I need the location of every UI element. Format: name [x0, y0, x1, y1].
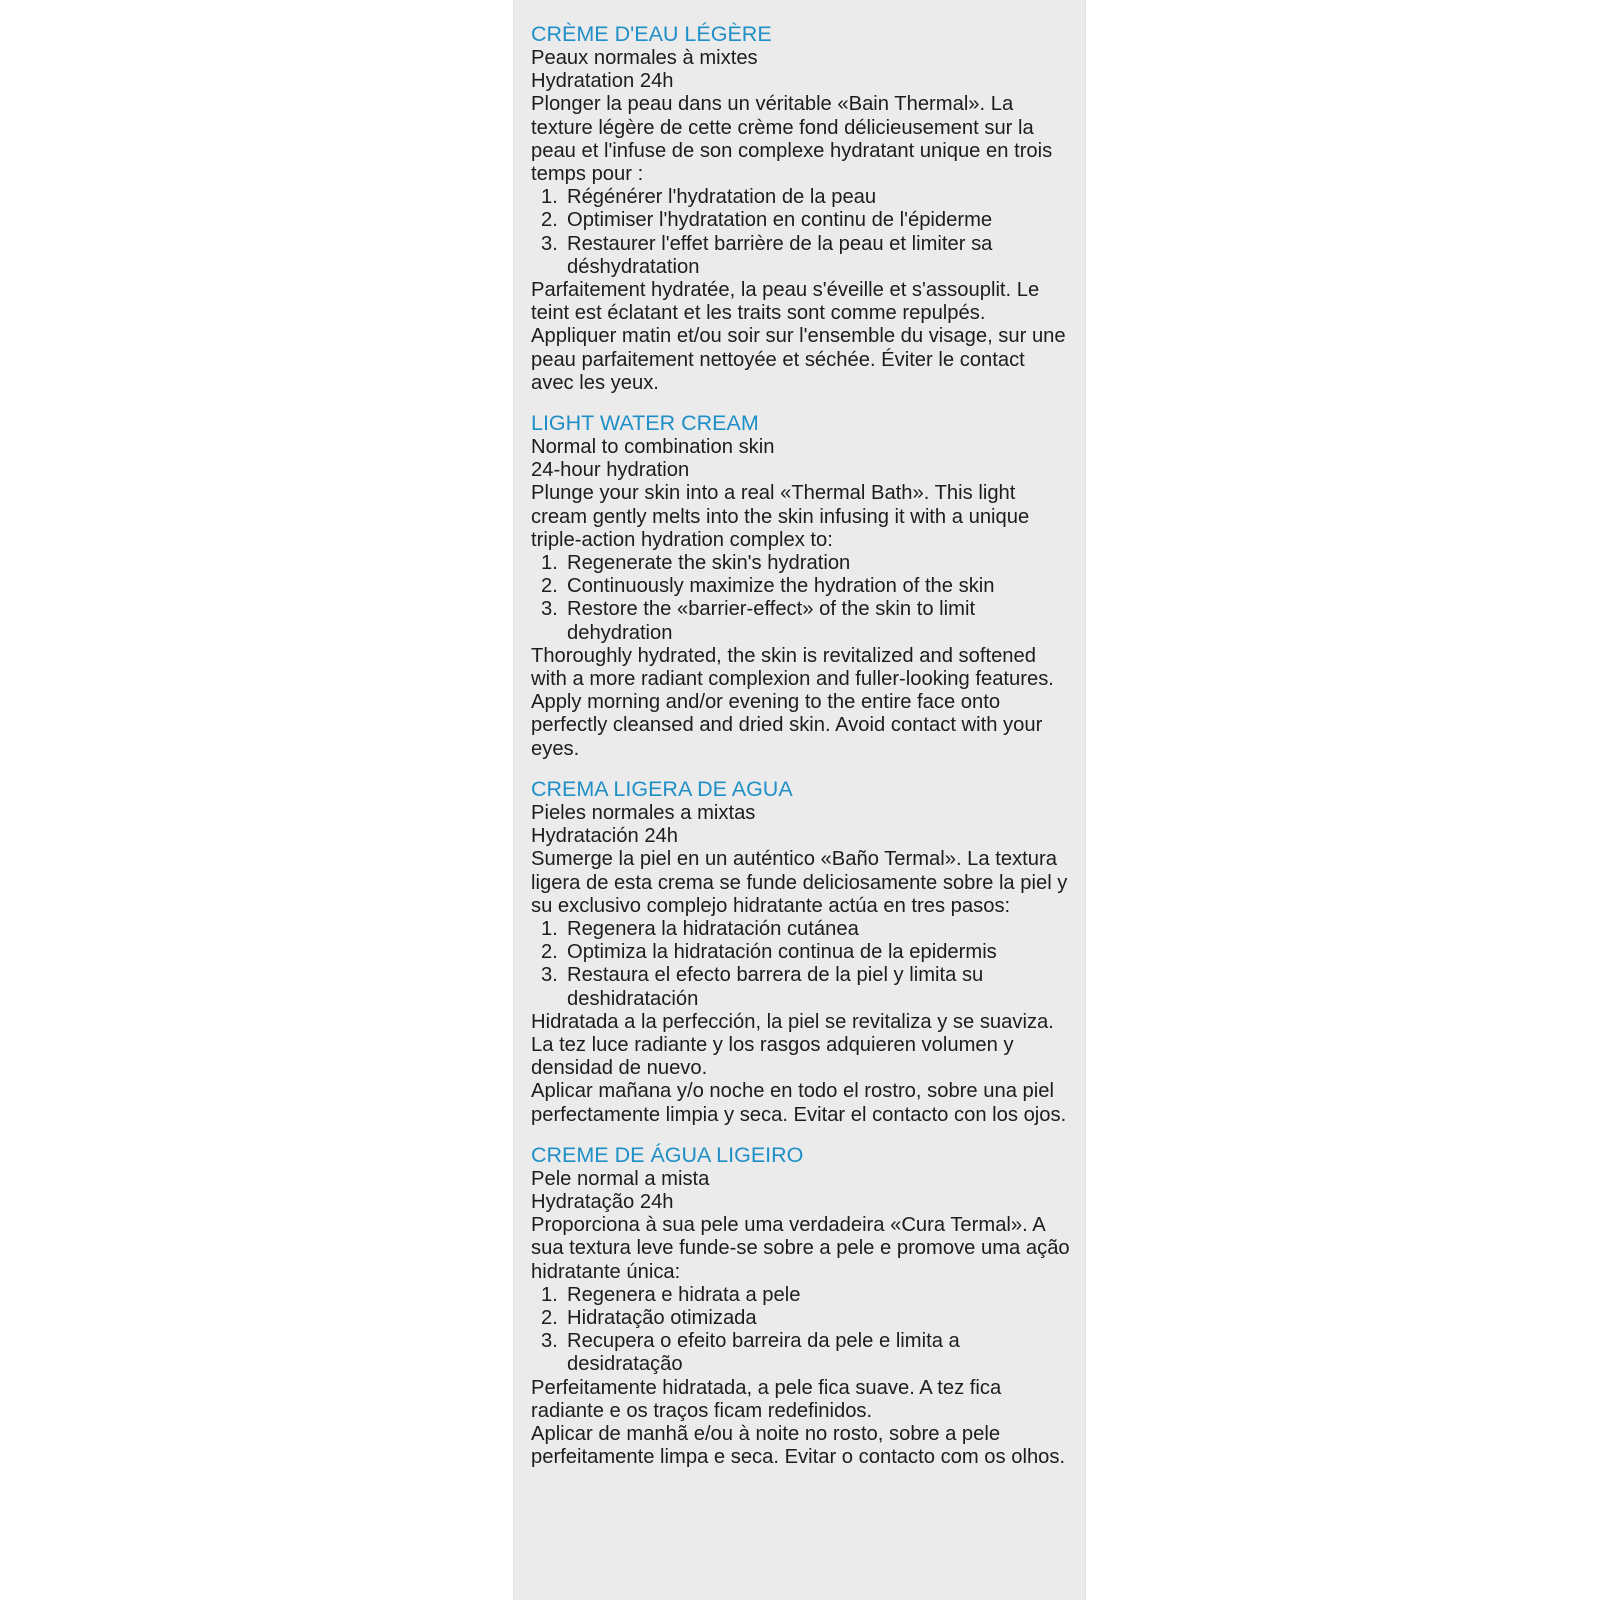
step-number: 2. — [541, 941, 558, 964]
steps-list — [531, 918, 1071, 1011]
steps-list — [531, 552, 1071, 645]
section-portuguese — [531, 1143, 1071, 1470]
steps-list — [531, 186, 1071, 279]
hydration-duration: Hydratação 24h — [531, 1190, 674, 1213]
step-text: Regenera e hidrata a pele — [567, 1283, 801, 1306]
step-number: 3. — [541, 598, 558, 621]
step-text: Restore the «barrier-effect» of the skin to limit dehydration — [567, 598, 976, 644]
step-text: Optimiser l'hydratation en continu de l'épiderme — [567, 209, 993, 232]
step-text: Restaurer l'effet barrière de la peau et limiter sa déshydratation — [567, 232, 993, 278]
step-text: Régénérer l'hydratation de la peau — [567, 186, 877, 209]
step-item — [531, 209, 1071, 232]
steps-list — [531, 1284, 1071, 1377]
result-paragraph: Parfaitement hydratée, la peau s'éveille et s'assouplit. Le teint est éclatant et les traits sont comme repulpés. — [531, 279, 1040, 325]
step-item — [531, 598, 1071, 644]
step-text: Restaura el efecto barrera de la piel y limita su deshidratación — [567, 964, 984, 1010]
step-number: 3. — [541, 232, 558, 255]
section-french — [531, 22, 1071, 395]
step-item — [531, 1284, 1071, 1307]
step-number: 1. — [541, 917, 558, 940]
step-number: 2. — [541, 209, 558, 232]
step-item — [531, 552, 1071, 575]
step-item — [531, 964, 1071, 1010]
hydration-duration: Hydratation 24h — [531, 70, 674, 93]
step-item — [531, 233, 1071, 279]
step-number: 2. — [541, 1306, 558, 1329]
skin-type: Normal to combination skin — [531, 436, 775, 459]
step-item — [531, 186, 1071, 209]
section-english — [531, 411, 1071, 761]
section-title: CREMA LIGERA DE AGUA — [531, 776, 793, 801]
step-text: Regenera la hidratación cutánea — [567, 917, 859, 940]
intro-paragraph: Plunge your skin into a real «Thermal Bath». This light cream gently melts into the skin infusing it with a unique triple-action hydration complex to: — [531, 482, 1030, 551]
step-number: 3. — [541, 1330, 558, 1353]
usage-paragraph: Aplicar mañana y/o noche en todo el rostro, sobre una piel perfectamente limpia y seca. Evitar el contacto con los ojos. — [531, 1080, 1067, 1126]
section-title: LIGHT WATER CREAM — [531, 411, 759, 436]
label-text-content — [531, 22, 1071, 1485]
step-item — [531, 918, 1071, 941]
usage-paragraph: Apply morning and/or evening to the entire face onto perfectly cleansed and dried skin. Avoid contact with your eyes. — [531, 691, 1043, 760]
result-paragraph: Hidratada a la perfección, la piel se revitaliza y se suaviza. La tez luce radiante y los rasgos adquieren volumen y densidad de nuevo. — [531, 1010, 1054, 1080]
hydration-duration: 24-hour hydration — [531, 459, 690, 482]
skin-type: Peaux normales à mixtes — [531, 47, 758, 69]
usage-paragraph: Aplicar de manhã e/ou à noite no rosto, sobre a pele perfeitamente limpa e seca. Evitar o contacto com os olhos. — [531, 1422, 1066, 1469]
usage-paragraph: Appliquer matin et/ou soir sur l'ensemble du visage, sur une peau parfaitement nettoyée et séchée. Éviter le contact avec les yeux. — [531, 325, 1066, 394]
step-number: 1. — [541, 186, 558, 209]
step-item — [531, 1307, 1071, 1330]
hydration-duration: Hydratación 24h — [531, 825, 679, 848]
section-title: CREME DE ÁGUA LIGEIRO — [531, 1142, 804, 1167]
product-label-panel — [513, 0, 1086, 1600]
result-paragraph: Perfeitamente hidratada, a pele fica suave. A tez fica radiante e os traços ficam redefinidos. — [531, 1376, 1002, 1422]
step-item — [531, 575, 1071, 598]
skin-type: Pele normal a mista — [531, 1167, 710, 1190]
intro-paragraph: Sumerge la piel en un auténtico «Baño Termal». La textura ligera de esta crema se funde deliciosamente sobre la piel y su exclusivo complejo hidratante actúa en tres pasos: — [531, 848, 1068, 917]
step-number: 2. — [541, 575, 558, 598]
step-text: Recupera o efeito barreira da pele e limita a desidratação — [567, 1330, 960, 1376]
step-item — [531, 941, 1071, 964]
step-text: Continuously maximize the hydration of the skin — [567, 575, 995, 598]
step-number: 1. — [541, 1283, 558, 1306]
step-number: 3. — [541, 964, 558, 987]
section-title: CRÈME D'EAU LÉGÈRE — [531, 22, 772, 46]
step-number: 1. — [541, 552, 558, 575]
step-text: Optimiza la hidratación continua de la epidermis — [567, 941, 997, 964]
intro-paragraph: Proporciona à sua pele uma verdadeira «Cura Termal». A sua textura leve funde-se sobre a pele e promove uma ação hidratante única: — [531, 1214, 1070, 1283]
step-text: Regenerate the skin's hydration — [567, 552, 851, 575]
section-spanish — [531, 777, 1071, 1127]
skin-type: Pieles normales a mixtas — [531, 801, 756, 824]
intro-paragraph: Plonger la peau dans un véritable «Bain Thermal». La texture légère de cette crème fond délicieusement sur la peau et l'infuse de son complexe hydratant unique en trois temps pour : — [531, 93, 1053, 186]
result-paragraph: Thoroughly hydrated, the skin is revitalized and softened with a more radiant complexion and fuller-looking features. — [531, 644, 1054, 691]
step-text: Hidratação otimizada — [567, 1306, 757, 1329]
step-item — [531, 1330, 1071, 1376]
